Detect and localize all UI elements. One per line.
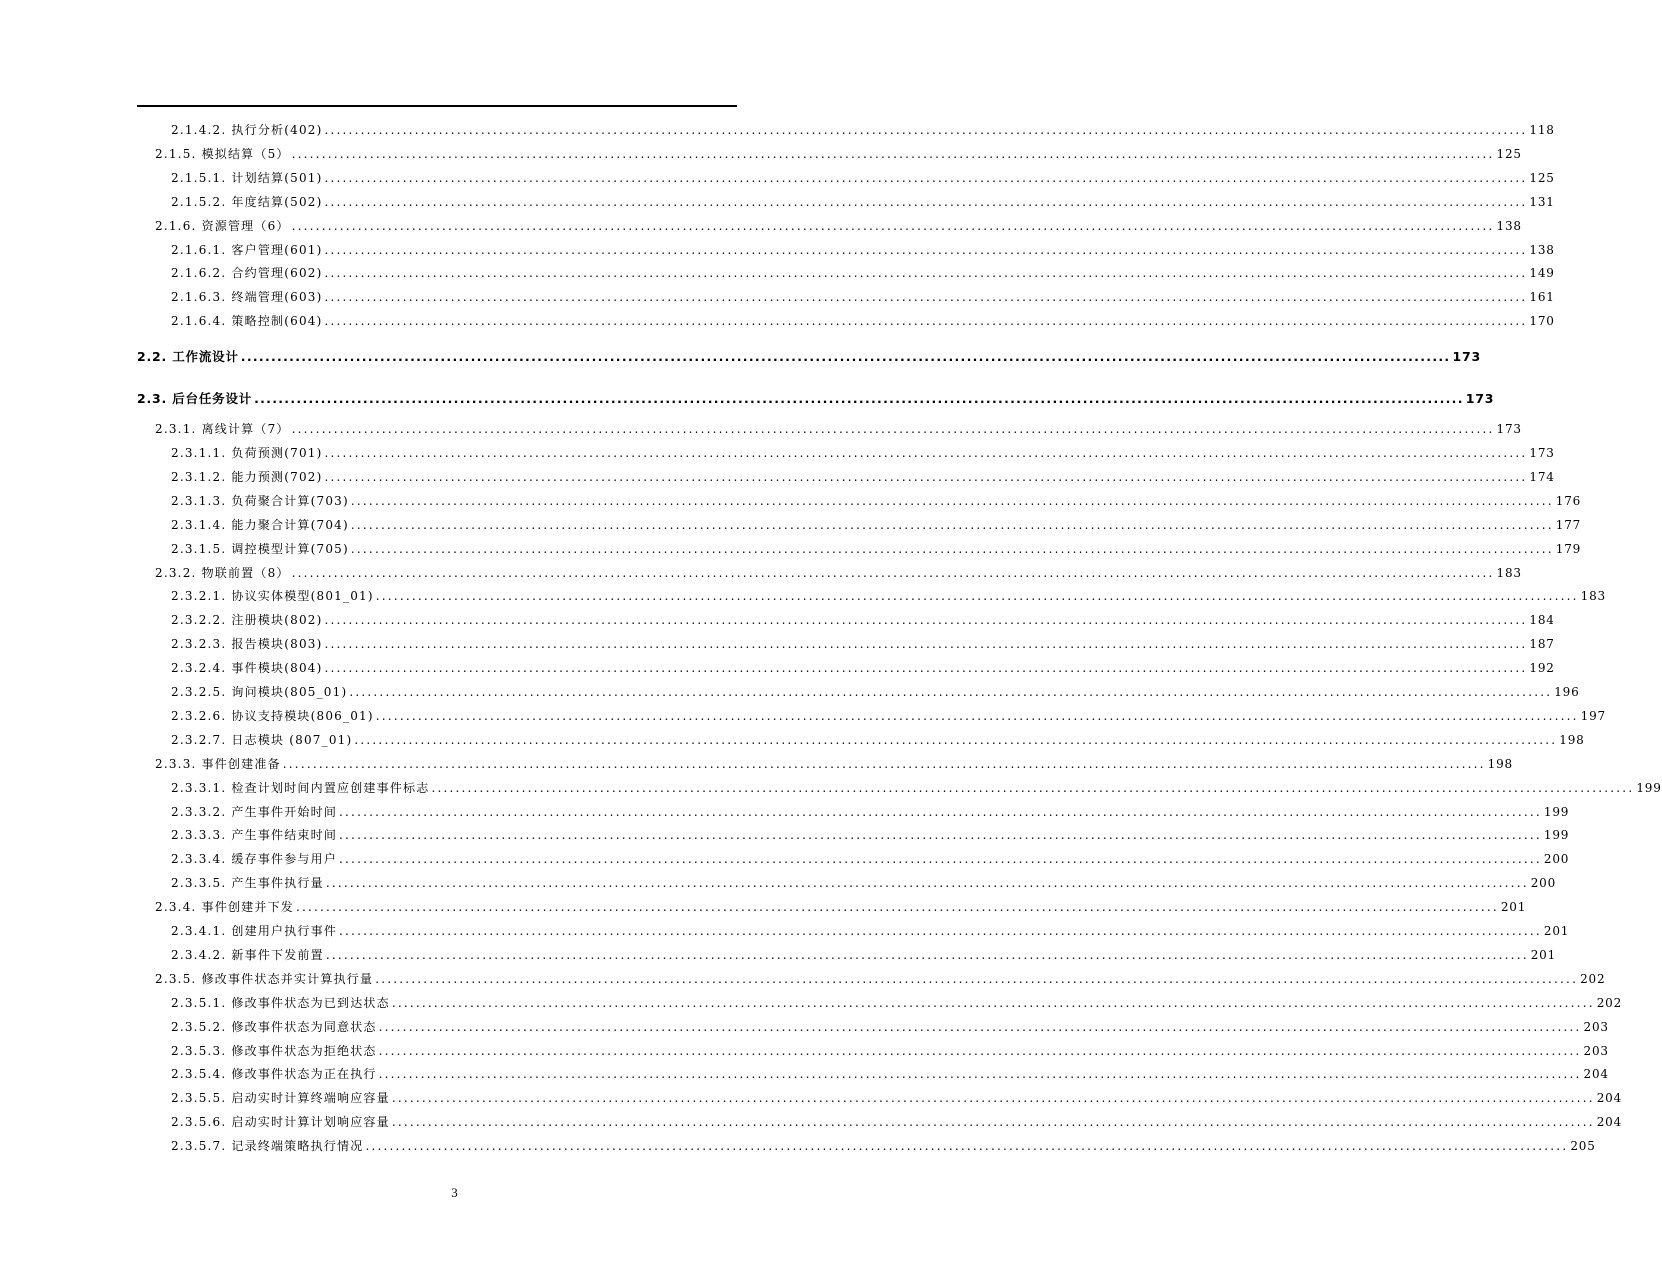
toc-entry-number: 2.1.5.1.	[171, 170, 227, 185]
page-number: 3	[451, 1185, 458, 1200]
toc-entry-label	[171, 825, 337, 845]
toc-leader-dots: ........................................................................................................................................................................................................	[324, 613, 1528, 628]
toc-entry-label	[171, 539, 349, 559]
toc-entry-number: 2.3.2.7.	[171, 732, 227, 747]
toc-leader-dots: ........................................................................................................................................................................................................	[350, 541, 1554, 556]
toc-entry[interactable]	[171, 263, 1555, 283]
toc-entry-number: 2.1.4.2.	[171, 123, 227, 137]
toc-entry[interactable]	[171, 873, 1557, 893]
toc-leader-dots: ........................................................................................................................................................................................................	[325, 876, 1529, 891]
toc-entry-number: 2.3.2.4.	[171, 661, 227, 676]
toc-entry-label	[171, 706, 374, 726]
toc-entry-title: 事件创建准备	[201, 756, 281, 771]
toc-leader-dots: ........................................................................................................................................................................................................	[354, 732, 1558, 747]
toc-leader-dots: ........................................................................................................................................................................................................	[365, 1139, 1569, 1154]
toc-entry-title: 调控模型计算(705)	[231, 541, 349, 556]
toc-entry-label	[171, 240, 323, 260]
toc-entry-page: 138	[1496, 218, 1522, 233]
toc-leader-dots: ........................................................................................................................................................................................................	[324, 242, 1528, 257]
toc-entry-label	[171, 1017, 377, 1037]
toc-entry-title: 修改事件状态为拒绝状态	[231, 1043, 377, 1058]
toc-entry-number: 2.1.6.	[155, 218, 197, 233]
toc-entry-label	[171, 873, 324, 893]
toc-entry-label	[171, 1136, 363, 1156]
toc-entry-label	[171, 802, 337, 822]
toc-entry-page: 184	[1529, 613, 1555, 628]
toc-entry-number: 2.3.4.1.	[171, 924, 227, 938]
toc-leader-dots: ........................................................................................................................................................................................................	[324, 469, 1528, 484]
toc-entry-label	[171, 443, 323, 463]
toc-leader-dots: ........................................................................................................................................................................................................	[324, 314, 1528, 329]
toc-leader-dots: ........................................................................................................................................................................................................	[324, 661, 1528, 676]
toc-entry-title: 启动实时计算终端响应容量	[231, 1091, 390, 1106]
toc-leader-dots: ........................................................................................................................................................................................................	[282, 756, 1486, 771]
toc-entry[interactable]	[171, 467, 1555, 487]
toc-entry[interactable]	[171, 1112, 1623, 1132]
toc-entry-title: 负荷聚合计算(703)	[231, 493, 349, 508]
toc-entry-page: 161	[1529, 290, 1555, 305]
toc-entry-label	[155, 897, 294, 917]
toc-entry-title: 启动实时计算计划响应容量	[231, 1115, 390, 1130]
toc-leader-dots: ........................................................................................................................................................................................................	[324, 290, 1528, 305]
toc-entry-title: 产生事件结束时间	[231, 828, 338, 843]
toc-entry-title: 策略控制(604)	[231, 314, 323, 329]
toc-entry[interactable]	[171, 443, 1555, 463]
toc-leader-dots: ........................................................................................................................................................................................................	[325, 947, 1529, 962]
toc-leader-dots: ........................................................................................................................................................................................................	[349, 685, 1553, 699]
toc-entry-number: 2.3.2.5.	[171, 685, 227, 699]
toc-entry-label	[171, 634, 323, 654]
toc-entry-label	[155, 969, 373, 989]
toc-entry-page: 199	[1543, 804, 1570, 819]
toc-entry[interactable]	[171, 730, 1585, 750]
toc-entry-number: 2.3.3.3.	[171, 828, 227, 843]
toc-entry-number: 2.3.4.2.	[171, 947, 227, 962]
toc-entry-title: 负荷预测(701)	[231, 446, 323, 460]
toc-entry-page: 179	[1555, 541, 1582, 556]
toc-leader-dots: ........................................................................................................................................................................................................	[291, 422, 1495, 437]
toc-entry-page: 199	[1543, 828, 1570, 843]
toc-entry[interactable]	[155, 897, 1527, 917]
toc-entry-page: 173	[1452, 349, 1481, 365]
toc-entry-title: 修改事件状态为已到达状态	[231, 995, 390, 1010]
toc-entry[interactable]	[171, 539, 1582, 559]
toc-entry[interactable]	[171, 634, 1555, 654]
toc-entry-page: 125	[1529, 170, 1555, 185]
toc-entry-page: 187	[1529, 637, 1555, 652]
toc-entry-label	[171, 192, 323, 212]
toc-leader-dots: ........................................................................................................................................................................................................	[391, 995, 1595, 1010]
toc-entry-label	[171, 1088, 390, 1108]
toc-entry-page: 170	[1529, 314, 1555, 329]
toc-entry-title: 日志模块 (807_01)	[231, 732, 353, 747]
toc-entry-title: 注册模块(802)	[231, 613, 323, 628]
toc-entry-label	[155, 754, 281, 774]
toc-leader-dots: ........................................................................................................................................................................................................	[324, 637, 1528, 652]
toc-leader-dots: ........................................................................................................................................................................................................	[375, 589, 1579, 604]
toc-entry-number: 2.1.5.	[155, 146, 197, 161]
toc-entry[interactable]	[171, 120, 1555, 140]
toc-leader-dots: ........................................................................................................................................................................................................	[350, 517, 1554, 532]
toc-entry-title: 协议实体模型(801_01)	[231, 589, 374, 604]
toc-entry[interactable]	[171, 682, 1580, 702]
toc-leader-dots: ........................................................................................................................................................................................................	[375, 971, 1579, 986]
toc-entry-page: 138	[1529, 242, 1555, 257]
toc-entry-page: 202	[1580, 971, 1606, 986]
toc-entry-page: 197	[1580, 708, 1606, 723]
toc-entry-label	[171, 1064, 377, 1084]
toc-entry[interactable]	[171, 168, 1555, 188]
toc-entry-number: 2.3.1.3.	[171, 493, 227, 508]
toc-leader-dots: ........................................................................................................................................................................................................	[324, 446, 1528, 460]
toc-entry-title: 能力预测(702)	[231, 469, 323, 484]
toc-leader-dots: ........................................................................................................................................................................................................	[291, 218, 1495, 233]
toc-entry[interactable]	[171, 287, 1555, 307]
toc-entry[interactable]	[171, 515, 1582, 535]
toc-entry[interactable]	[171, 610, 1555, 630]
toc-entry-page: 183	[1496, 565, 1522, 580]
toc-leader-dots: ........................................................................................................................................................................................................	[375, 708, 1579, 723]
toc-entry-title: 年度结算(502)	[231, 194, 323, 209]
toc-leader-dots: ........................................................................................................................................................................................................	[350, 493, 1554, 508]
toc-entry[interactable]	[171, 945, 1557, 965]
toc-entry-title: 能力聚合计算(704)	[231, 517, 349, 532]
toc-entry-number: 2.3.3.4.	[171, 852, 227, 867]
toc-entry-page: 174	[1529, 469, 1555, 484]
toc-leader-dots: ........................................................................................................................................................................................................	[291, 565, 1495, 580]
toc-entry-page: 196	[1554, 685, 1580, 699]
toc-entry-page: 199	[1636, 780, 1662, 795]
toc-entry[interactable]	[171, 1136, 1596, 1156]
toc-entry-title: 报告模块(803)	[231, 637, 323, 652]
toc-entry[interactable]	[171, 311, 1555, 331]
toc-entry-page: 204	[1583, 1067, 1609, 1082]
toc-entry-page: 201	[1543, 924, 1570, 938]
toc-entry-number: 2.1.6.4.	[171, 314, 227, 329]
toc-entry-page: 203	[1583, 1043, 1609, 1058]
toc-entry[interactable]	[137, 347, 1481, 367]
toc-entry-page: 125	[1496, 146, 1522, 161]
toc-leader-dots: ........................................................................................................................................................................................................	[295, 900, 1499, 915]
toc-leader-dots: ........................................................................................................................................................................................................	[240, 349, 1451, 365]
toc-entry-title: 产生事件开始时间	[231, 804, 338, 819]
toc-entry-label	[171, 730, 352, 750]
toc-entry-label	[171, 467, 323, 487]
toc-entry-title: 创建用户执行事件	[231, 924, 338, 938]
toc-entry[interactable]	[171, 1041, 1609, 1061]
toc-entry-page: 177	[1555, 517, 1582, 532]
toc-entry-label	[171, 311, 323, 331]
toc-entry-label	[171, 921, 337, 941]
toc-entry-number: 2.3.5.2.	[171, 1019, 227, 1034]
toc-entry-number: 2.3.2.6.	[171, 708, 227, 723]
toc-entry-title: 事件模块(804)	[231, 661, 323, 676]
toc-entry[interactable]	[171, 1017, 1609, 1037]
toc-entry[interactable]	[155, 216, 1522, 236]
toc-entry-page: 173	[1496, 422, 1522, 437]
toc-leader-dots: ........................................................................................................................................................................................................	[324, 123, 1528, 137]
toc-entry-page: 149	[1529, 266, 1555, 281]
toc-leader-dots: ........................................................................................................................................................................................................	[391, 1091, 1595, 1106]
toc-entry-page: 173	[1465, 391, 1495, 407]
toc-entry-label	[171, 168, 323, 188]
toc-entry-title: 终端管理(603)	[231, 290, 323, 305]
toc-entry-label	[171, 658, 323, 678]
toc-entry-label	[171, 778, 429, 798]
toc-entry[interactable]	[171, 240, 1555, 260]
toc-entry[interactable]	[171, 921, 1570, 941]
toc-entry-page: 202	[1596, 995, 1623, 1010]
toc-entry[interactable]	[155, 563, 1522, 583]
toc-leader-dots: ........................................................................................................................................................................................................	[378, 1067, 1582, 1082]
toc-entry-title: 后台任务设计	[172, 391, 253, 407]
toc-entry-number: 2.3.2.2.	[171, 613, 227, 628]
toc-entry-title: 合约管理(602)	[231, 266, 323, 281]
toc-entry-title: 执行分析(402)	[231, 123, 323, 137]
toc-entry-page: 203	[1583, 1019, 1609, 1034]
toc-entry-label	[171, 287, 323, 307]
toc-entry-label	[171, 1112, 390, 1132]
toc-entry[interactable]	[171, 1088, 1623, 1108]
toc-entry-label	[171, 682, 347, 702]
toc-entry-title: 修改事件状态并实计算执行量	[201, 971, 374, 986]
toc-leader-dots: ........................................................................................................................................................................................................	[291, 146, 1495, 161]
toc-entry[interactable]	[171, 658, 1555, 678]
toc-entry[interactable]	[171, 1064, 1609, 1084]
toc-entry-label	[155, 144, 290, 164]
toc-leader-dots: ........................................................................................................................................................................................................	[324, 170, 1528, 185]
toc-entry-label	[137, 347, 239, 367]
toc-entry-title: 计划结算(501)	[231, 170, 323, 185]
toc-entry-number: 2.3.3.2.	[171, 804, 227, 819]
toc-entry-number: 2.3.3.1.	[171, 780, 227, 795]
toc-leader-dots: ........................................................................................................................................................................................................	[391, 1115, 1595, 1130]
toc-entry-page: 201	[1500, 900, 1527, 915]
toc-entry-number: 2.3.5.6.	[171, 1115, 227, 1130]
toc-entry-number: 2.3.5.	[155, 971, 197, 986]
toc-entry-page: 200	[1543, 852, 1570, 867]
toc-entry-title: 离线计算（7）	[201, 422, 290, 437]
toc-entry-page: 173	[1529, 446, 1555, 460]
toc-entry-label	[155, 216, 290, 236]
toc-entry-label	[171, 945, 324, 965]
toc-entry-number: 2.3.3.5.	[171, 876, 227, 891]
toc-entry-page: 176	[1555, 493, 1582, 508]
toc-entry-title: 修改事件状态为正在执行	[231, 1067, 377, 1082]
toc-entry-title: 工作流设计	[172, 349, 239, 365]
toc-entry-number: 2.3.	[137, 391, 168, 407]
toc-entry-title: 协议支持模块(806_01)	[231, 708, 374, 723]
toc-entry[interactable]	[171, 778, 1662, 798]
toc-leader-dots: ........................................................................................................................................................................................................	[378, 1043, 1582, 1058]
toc-entry-number: 2.3.5.5.	[171, 1091, 227, 1106]
toc-entry-page: 200	[1530, 876, 1557, 891]
toc-entry-page: 183	[1580, 589, 1606, 604]
toc-entry-number: 2.1.6.3.	[171, 290, 227, 305]
toc-entry-number: 2.3.3.	[155, 756, 197, 771]
toc-entry-number: 2.3.1.5.	[171, 541, 227, 556]
toc-entry[interactable]	[171, 825, 1570, 845]
toc-entry-number: 2.3.2.1.	[171, 589, 227, 604]
toc-entry-title: 检查计划时间内置应创建事件标志	[231, 780, 430, 795]
toc-entry-label	[171, 849, 337, 869]
header-rule	[137, 105, 737, 107]
toc-leader-dots: ........................................................................................................................................................................................................	[431, 780, 1635, 795]
toc-entry-number: 2.1.6.2.	[171, 266, 227, 281]
toc-entry[interactable]	[171, 802, 1570, 822]
toc-entry[interactable]	[155, 754, 1513, 774]
toc-entry-label	[171, 610, 323, 630]
toc-entry-number: 2.3.4.	[155, 900, 197, 915]
toc-entry-label	[171, 263, 323, 283]
toc-entry-label	[137, 389, 252, 409]
toc-leader-dots: ........................................................................................................................................................................................................	[324, 266, 1528, 281]
toc-entry-number: 2.3.5.3.	[171, 1043, 227, 1058]
toc-leader-dots: ........................................................................................................................................................................................................	[339, 852, 1542, 867]
toc-entry-label	[171, 515, 349, 535]
toc-entry-number: 2.3.5.1.	[171, 995, 227, 1010]
toc-entry-title: 缓存事件参与用户	[231, 852, 338, 867]
toc-entry-title: 新事件下发前置	[231, 947, 324, 962]
toc-entry-title: 资源管理（6）	[201, 218, 290, 233]
toc-leader-dots: ........................................................................................................................................................................................................	[254, 391, 1464, 407]
toc-entry[interactable]	[171, 706, 1606, 726]
toc-entry-label	[171, 1041, 377, 1061]
toc-entry-label	[155, 419, 290, 439]
toc-entry-number: 2.3.1.1.	[171, 446, 227, 460]
toc-leader-dots: ........................................................................................................................................................................................................	[339, 828, 1542, 843]
toc-entry[interactable]	[137, 389, 1495, 409]
toc-entry-number: 2.3.5.4.	[171, 1067, 227, 1082]
toc-entry-label	[171, 120, 323, 140]
toc-entry-page: 204	[1596, 1091, 1623, 1106]
toc-entry-page: 118	[1529, 123, 1555, 137]
toc-entry-number: 2.3.1.	[155, 422, 197, 437]
toc-leader-dots: ........................................................................................................................................................................................................	[339, 924, 1542, 938]
toc-entry-number: 2.3.2.3.	[171, 637, 227, 652]
toc-entry-number: 2.3.1.2.	[171, 469, 227, 484]
toc-leader-dots: ........................................................................................................................................................................................................	[378, 1019, 1582, 1034]
toc-leader-dots: ........................................................................................................................................................................................................	[339, 804, 1542, 819]
toc-entry[interactable]	[155, 144, 1522, 164]
toc-entry-title: 产生事件执行量	[231, 876, 324, 891]
toc-entry-title: 模拟结算（5）	[201, 146, 290, 161]
toc-entry-title: 事件创建并下发	[201, 900, 294, 915]
toc-entry[interactable]	[155, 419, 1522, 439]
toc-entry-title: 客户管理(601)	[231, 242, 323, 257]
toc-entry[interactable]	[155, 969, 1606, 989]
toc-entry-number: 2.1.6.1.	[171, 242, 227, 257]
toc-entry-number: 2.3.5.7.	[171, 1139, 227, 1154]
toc-entry-number: 2.3.1.4.	[171, 517, 227, 532]
toc-entry-page: 205	[1570, 1139, 1596, 1154]
toc-entry[interactable]	[171, 849, 1570, 869]
toc-entry-label	[155, 563, 290, 583]
toc-entry-number: 2.1.5.2.	[171, 194, 227, 209]
toc-leader-dots: ........................................................................................................................................................................................................	[324, 194, 1528, 209]
toc-entry-title: 修改事件状态为同意状态	[231, 1019, 377, 1034]
toc-entry-page: 131	[1529, 194, 1555, 209]
toc-entry-page: 204	[1596, 1115, 1623, 1130]
toc-entry-page: 198	[1487, 756, 1513, 771]
toc-entry-page: 201	[1530, 947, 1557, 962]
toc-entry[interactable]	[171, 586, 1606, 606]
toc-entry-label	[171, 993, 390, 1013]
toc-entry-label	[171, 491, 349, 511]
toc-entry-number: 2.2.	[137, 349, 168, 365]
toc-entry-page: 192	[1529, 661, 1555, 676]
toc-entry-number: 2.3.2.	[155, 565, 197, 580]
toc-entry-title: 记录终端策略执行情况	[231, 1139, 364, 1154]
toc-entry-title: 物联前置（8）	[201, 565, 290, 580]
toc-entry-page: 198	[1559, 732, 1585, 747]
toc-entry[interactable]	[171, 491, 1582, 511]
toc-entry-label	[171, 586, 374, 606]
toc-entry-title: 询问模块(805_01)	[231, 685, 348, 699]
toc-entry[interactable]	[171, 192, 1555, 212]
toc-entry[interactable]	[171, 993, 1623, 1013]
